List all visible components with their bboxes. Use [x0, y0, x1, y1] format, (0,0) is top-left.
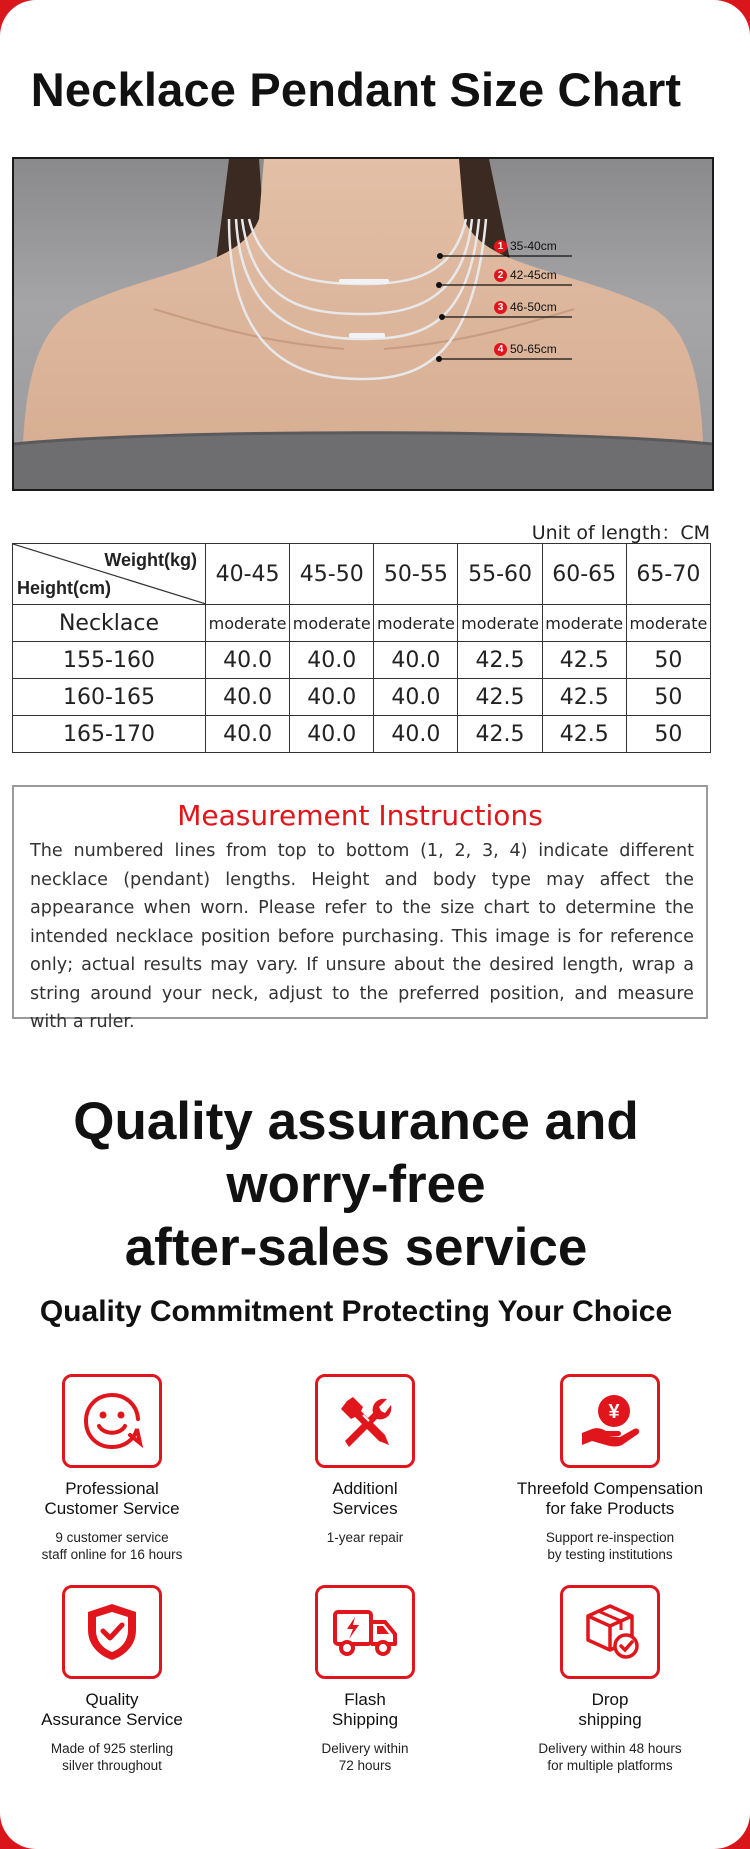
feature-description — [245, 1740, 485, 1774]
table-cell: 40.0 — [206, 716, 290, 753]
feature-name-line: Flash — [344, 1690, 386, 1709]
feature-name-line: Professional — [65, 1479, 159, 1498]
wrench-screwdriver-icon — [333, 1389, 397, 1453]
feature-quality-assurance — [0, 1585, 232, 1774]
feature-customer-service — [0, 1374, 232, 1563]
feature-desc-line: 1-year repair — [326, 1530, 404, 1545]
feature-description — [490, 1529, 730, 1563]
instructions-title: Measurement Instructions — [177, 799, 543, 832]
quality-heading — [0, 1090, 712, 1279]
table-cell: 40.0 — [290, 642, 374, 679]
callout-length-label: 50-65cm — [510, 342, 557, 356]
feature-name-line: Customer Service — [44, 1499, 180, 1518]
feature-additional-services — [245, 1374, 485, 1546]
weight-column-header: 40-45 — [206, 544, 290, 605]
instructions-body: The numbered lines from top to bottom (1, 2, 3, 4) indicate different necklace (pendant) lengths. Height and body type may affect the appearance when worn. Please refer to the size chart to determine the intended necklace position before purchasing. This image is for reference only; actual results may vary. If unsure about the desired length, wrap a string around your neck, adjust to the preferred position, and measure with a ruler. — [30, 841, 694, 1032]
size-table — [12, 543, 711, 753]
page-title: Necklace Pendant Size Chart — [30, 63, 682, 116]
table-row — [13, 679, 711, 716]
table-cell: 40.0 — [374, 642, 458, 679]
table-cell: 50 — [626, 679, 710, 716]
callout-length-label: 46-50cm — [510, 300, 557, 314]
feature-icon-box — [560, 1374, 660, 1468]
feature-name-line: Threefold Compensation — [516, 1479, 704, 1498]
table-cell: moderate — [542, 605, 626, 642]
feature-desc-line: Support re-inspection — [545, 1530, 675, 1545]
weight-column-header: 65-70 — [626, 544, 710, 605]
quality-subheading: Quality Commitment Protecting Your Choice — [39, 1295, 673, 1328]
table-cell: moderate — [374, 605, 458, 642]
table-cell: 42.5 — [542, 716, 626, 753]
model-illustration — [14, 159, 712, 489]
table-cell: 40.0 — [374, 716, 458, 753]
feature-name-line: Additionl — [332, 1479, 398, 1498]
table-cell: 50 — [626, 642, 710, 679]
weight-column-header: 60-65 — [542, 544, 626, 605]
feature-desc-line: Made of 925 sterling — [50, 1741, 174, 1756]
yen-hand-icon — [578, 1389, 642, 1453]
row-label: 165-170 — [13, 716, 206, 753]
weight-column-header: 55-60 — [458, 544, 542, 605]
feature-desc-line: 9 customer service — [55, 1530, 169, 1545]
package-check-icon — [578, 1600, 642, 1664]
feature-name — [490, 1690, 730, 1730]
table-cell: 42.5 — [458, 642, 542, 679]
unit-of-length-label: Unit of length：CM — [531, 522, 710, 544]
row-label: 160-165 — [13, 679, 206, 716]
feature-icon-box — [62, 1374, 162, 1468]
callout-length-label: 42-45cm — [510, 268, 557, 282]
callout-number: 4 — [494, 343, 507, 356]
feature-name-line: Quality — [85, 1690, 139, 1709]
feature-icon-box — [62, 1585, 162, 1679]
height-axis-label: Height(cm) — [17, 578, 111, 598]
callout-length-label: 35-40cm — [510, 239, 557, 253]
feature-description — [245, 1529, 485, 1546]
feature-icon-box — [560, 1585, 660, 1679]
length-callout-2 — [494, 268, 557, 282]
table-row — [13, 642, 711, 679]
feature-description — [490, 1740, 730, 1774]
feature-desc-line: for multiple platforms — [547, 1758, 673, 1773]
weight-column-header: 50-55 — [374, 544, 458, 605]
feature-name — [0, 1690, 232, 1730]
feature-name-line: shipping — [578, 1710, 642, 1729]
table-row — [13, 716, 711, 753]
length-callout-4 — [494, 342, 557, 356]
feature-name — [490, 1479, 730, 1519]
table-cell: 40.0 — [206, 642, 290, 679]
callout-number: 2 — [494, 269, 507, 282]
table-cell: 50 — [626, 716, 710, 753]
feature-desc-line: 72 hours — [338, 1758, 392, 1773]
feature-desc-line: Delivery within 48 hours — [538, 1741, 682, 1756]
table-cell: 42.5 — [458, 679, 542, 716]
feature-icon-box — [315, 1374, 415, 1468]
row-label: 155-160 — [13, 642, 206, 679]
feature-desc-line: staff online for 16 hours — [41, 1547, 183, 1562]
callout-number: 3 — [494, 301, 507, 314]
weight-axis-label: Weight(kg) — [104, 550, 197, 570]
table-cell: 40.0 — [290, 679, 374, 716]
feature-threefold-compensation — [490, 1374, 730, 1563]
feature-description — [0, 1529, 232, 1563]
feature-flash-shipping — [245, 1585, 485, 1774]
table-cell: 40.0 — [290, 716, 374, 753]
row-label: Necklace — [13, 605, 206, 642]
quality-heading-line: after-sales service — [124, 1218, 588, 1277]
table-corner-cell — [13, 544, 206, 605]
feature-icon-box — [315, 1585, 415, 1679]
feature-description — [0, 1740, 232, 1774]
length-callout-1 — [494, 239, 557, 253]
table-cell: moderate — [626, 605, 710, 642]
feature-desc-line: silver throughout — [62, 1758, 162, 1773]
table-cell: moderate — [206, 605, 290, 642]
feature-desc-line: by testing institutions — [547, 1547, 673, 1562]
quality-heading-line: worry-free — [226, 1155, 486, 1214]
table-row — [13, 605, 711, 642]
callout-number: 1 — [494, 240, 507, 253]
table-cell: 42.5 — [542, 679, 626, 716]
feature-name-line: Drop — [591, 1690, 629, 1709]
feature-name-line: Services — [332, 1499, 398, 1518]
necklace-model-photo — [12, 157, 714, 491]
feature-drop-shipping — [490, 1585, 730, 1774]
feature-name-line: for fake Products — [545, 1499, 675, 1518]
table-cell: moderate — [458, 605, 542, 642]
smiley-chat-icon — [80, 1389, 144, 1453]
feature-name-line: Shipping — [331, 1710, 399, 1729]
table-cell: 40.0 — [206, 679, 290, 716]
svg-text:¥: ¥ — [608, 1401, 620, 1423]
length-callout-3 — [494, 300, 557, 314]
feature-name — [0, 1479, 232, 1519]
feature-desc-line: Delivery within — [321, 1741, 409, 1756]
feature-name-line: Assurance Service — [41, 1710, 183, 1729]
feature-name — [245, 1690, 485, 1730]
table-cell: 42.5 — [542, 642, 626, 679]
table-cell: 40.0 — [374, 679, 458, 716]
shield-check-icon — [80, 1600, 144, 1664]
measurement-instructions-box — [12, 785, 708, 1032]
feature-name — [245, 1479, 485, 1519]
weight-column-header: 45-50 — [290, 544, 374, 605]
table-cell: moderate — [290, 605, 374, 642]
table-header-row — [13, 544, 711, 605]
quality-heading-line: Quality assurance and — [73, 1092, 639, 1151]
table-cell: 42.5 — [458, 716, 542, 753]
delivery-truck-icon — [331, 1604, 399, 1660]
